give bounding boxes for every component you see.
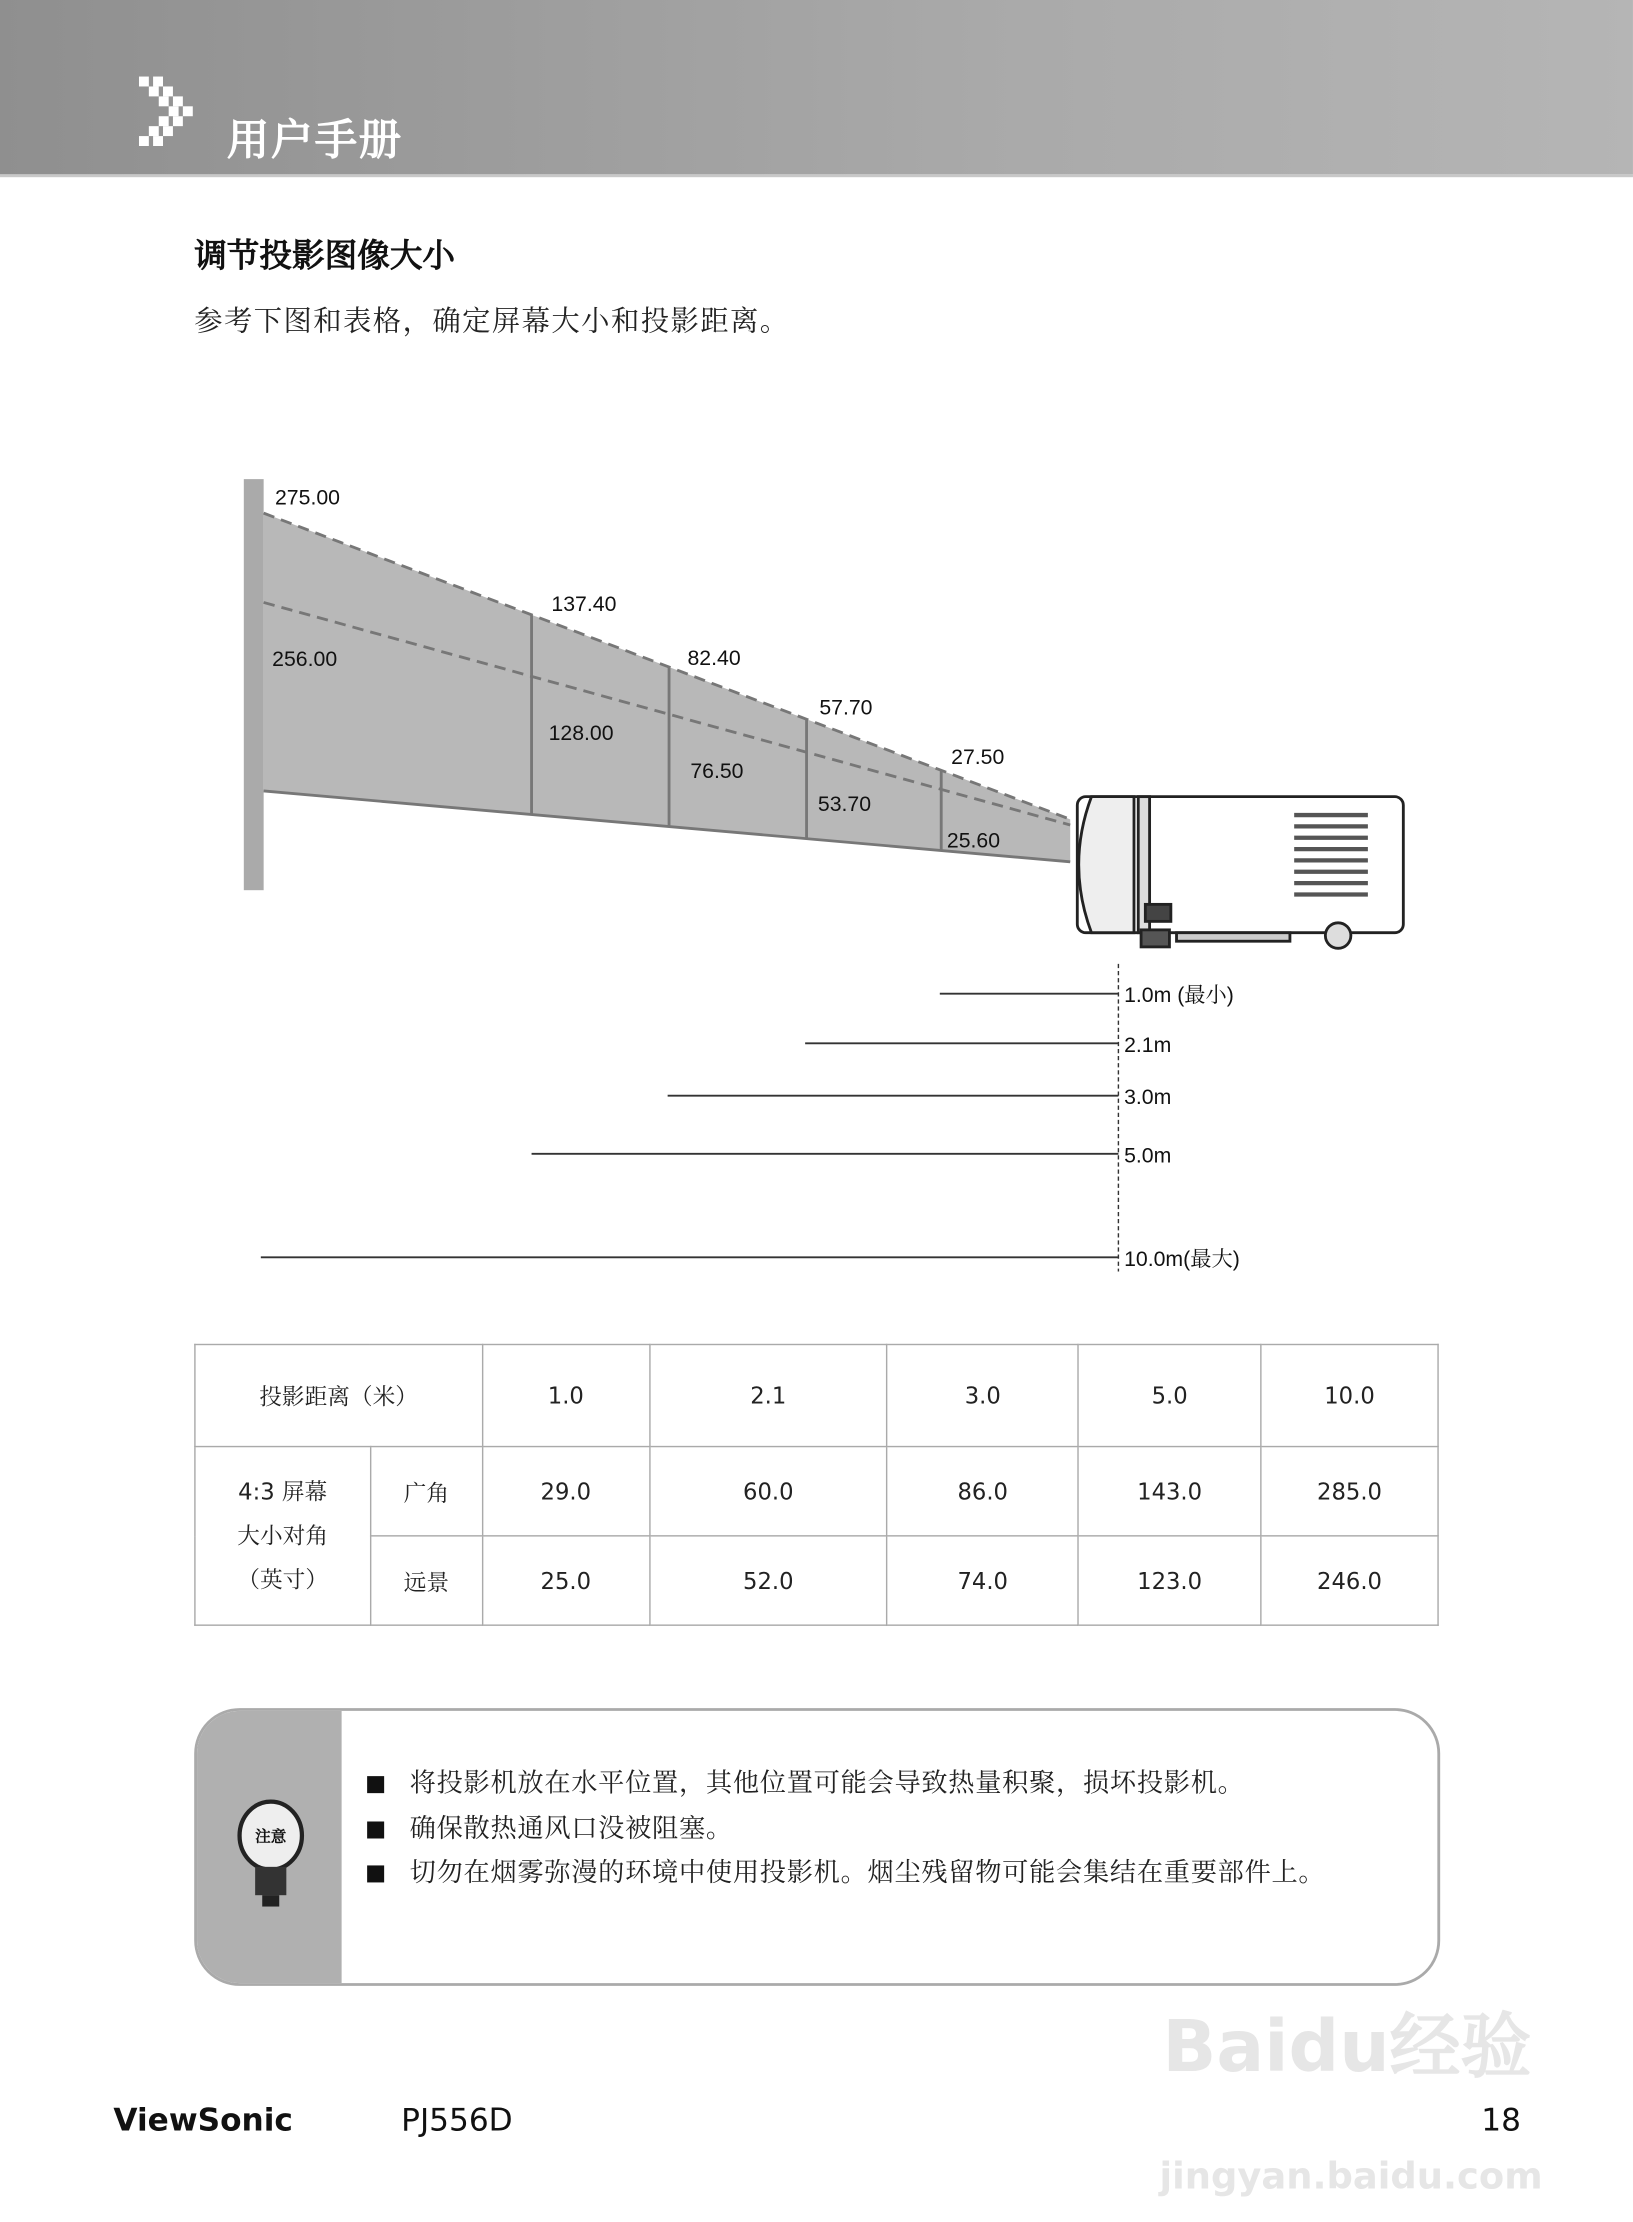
distance-label: 5.0m: [1124, 1143, 1172, 1168]
notice-list: [367, 1762, 1416, 1896]
distance-label: 2.1m: [1124, 1032, 1172, 1057]
lower-label: 128.00: [548, 720, 614, 745]
screen-wall: [244, 479, 264, 890]
group-label-line: 4:3 屏幕: [238, 1478, 328, 1506]
upper-label: 82.40: [687, 645, 741, 670]
section-title: 调节投影图像大小: [194, 238, 456, 275]
table-cell: 29.0: [482, 1447, 649, 1536]
table-cell: 10.0: [1261, 1344, 1438, 1446]
table-row: [195, 1344, 1438, 1446]
group-label-line: 大小对角: [237, 1522, 329, 1550]
list-item: 将投影机放在水平位置，其他位置可能会导致热量积聚，损坏投影机。: [367, 1762, 1416, 1807]
group-label: [195, 1447, 371, 1626]
lower-label: 53.70: [817, 791, 872, 816]
table-cell: 74.0: [887, 1536, 1078, 1625]
table-cell: 52.0: [649, 1536, 887, 1625]
projector-icon: [1077, 797, 1403, 949]
notice-box: [194, 1708, 1440, 1986]
watermark-url: jingyan.baidu.com: [1159, 2156, 1543, 2199]
notice-icon-label: 注意: [255, 1828, 287, 1846]
distance-label: 10.0m(最大): [1124, 1246, 1240, 1271]
distance-header: 投影距离（米）: [195, 1344, 482, 1446]
table-cell: 123.0: [1078, 1536, 1261, 1625]
chevron-logo-icon: [139, 77, 210, 154]
table-cell: 25.0: [482, 1536, 649, 1625]
table-cell: 246.0: [1261, 1536, 1438, 1625]
list-item: 切勿在烟雾弥漫的环境中使用投影机。烟尘残留物可能会集结在重要部件上。: [367, 1851, 1416, 1896]
lower-label: 256.00: [272, 647, 338, 672]
header-title: 用户手册: [226, 116, 403, 166]
table-cell: 143.0: [1078, 1447, 1261, 1536]
lower-label: 25.60: [946, 828, 1001, 853]
distance-label: 1.0m (最小): [1124, 983, 1234, 1008]
table-row: [195, 1447, 1438, 1536]
table-cell: 1.0: [482, 1344, 649, 1446]
notice-sidebar: [197, 1711, 342, 1983]
table-cell: 285.0: [1261, 1447, 1438, 1536]
screen-size-table: [194, 1344, 1439, 1626]
upper-label: 137.40: [551, 591, 617, 616]
footer-brand: ViewSonic: [113, 2103, 293, 2140]
table-cell: 2.1: [649, 1344, 887, 1446]
page-number: 18: [1481, 2103, 1521, 2140]
upper-label: 275.00: [274, 485, 340, 510]
row-label: 广角: [370, 1447, 482, 1536]
group-label-line: （英寸）: [237, 1566, 329, 1594]
projection-beam: [264, 513, 1071, 862]
lightbulb-icon: [231, 1799, 310, 1915]
table-cell: 86.0: [887, 1447, 1078, 1536]
table-cell: 5.0: [1078, 1344, 1261, 1446]
table-cell: 60.0: [649, 1447, 887, 1536]
table-cell: 3.0: [887, 1344, 1078, 1446]
lower-label: 76.50: [690, 759, 744, 784]
distance-label: 3.0m: [1124, 1085, 1172, 1110]
list-item: 确保散热通风口没被阻塞。: [367, 1807, 1416, 1852]
projection-diagram: [0, 454, 1633, 1305]
upper-label: 57.70: [819, 695, 873, 720]
page-header: [0, 0, 1633, 177]
row-label: 远景: [370, 1536, 482, 1625]
upper-label: 27.50: [951, 745, 1005, 770]
table-row: [195, 1536, 1438, 1625]
watermark-logo: Baidu经验: [1162, 2005, 1532, 2088]
footer-model: PJ556D: [401, 2103, 513, 2140]
intro-text: 参考下图和表格，确定屏幕大小和投影距离。: [194, 303, 790, 338]
